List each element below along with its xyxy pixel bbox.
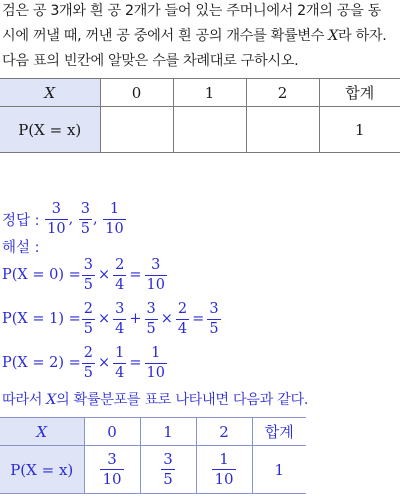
variable-x: X xyxy=(46,392,56,408)
fraction: $\frac{3}{10}$ xyxy=(146,257,165,293)
solution-conclusion: 따라서 X의 확률분포를 표로 나타내면 다음과 같다. xyxy=(2,392,308,408)
table1-header-0: 0 xyxy=(100,79,173,107)
answer-fraction-0: $\frac{3}{10}$ xyxy=(47,201,66,237)
answer-label: 정답 : xyxy=(2,212,40,229)
table1-header-1: 1 xyxy=(173,79,246,107)
table1-total: 1 xyxy=(319,107,400,153)
table1-row-label: P(X = x) xyxy=(0,107,100,153)
fraction: $\frac{2}{5}$ xyxy=(83,301,93,337)
table1-header-total: 합계 xyxy=(319,79,400,107)
variable-x: X xyxy=(328,28,338,44)
table1-header-2: 2 xyxy=(246,79,319,107)
table2-header-total: 합계 xyxy=(252,418,306,446)
fraction: $\frac{2}{5}$ xyxy=(83,345,93,381)
fraction: $\frac{2}{4}$ xyxy=(177,301,188,337)
problem-line-3: 다음 표의 빈칸에 알맞은 수를 차례대로 구하시오. xyxy=(2,53,299,69)
table2-header-1: 1 xyxy=(140,418,196,446)
fraction: $\frac{1}{4}$ xyxy=(115,345,125,381)
distribution-table-blank xyxy=(0,78,400,153)
fraction: $\frac{3}{5}$ xyxy=(83,257,93,293)
answer-fraction-1: $\frac{3}{5}$ xyxy=(80,201,91,237)
table2-header-x: X xyxy=(0,418,84,446)
answer-fraction-2: $\frac{1}{10}$ xyxy=(105,201,124,237)
solution-line-0: P(X = 0) = $\frac{3}{5}$ × $\frac{2}{4}$ = $\frac{3}{10}$ xyxy=(2,257,165,293)
fraction: $\frac{3}{5}$ xyxy=(146,301,156,337)
table1-header-x: X xyxy=(0,79,100,107)
fraction: $\frac{1}{10}$ xyxy=(146,345,165,381)
fraction: $\frac{2}{4}$ xyxy=(115,257,125,293)
table2-header-0: 0 xyxy=(84,418,140,446)
table1-blank-cell-1 xyxy=(173,107,246,153)
table2-row-label: P(X = x) xyxy=(0,446,84,494)
table2-header-2: 2 xyxy=(196,418,252,446)
solution-label: 해설 : xyxy=(2,240,40,256)
fraction: $\frac{3}{5}$ xyxy=(209,301,219,337)
distribution-table-answer xyxy=(0,417,306,494)
table1-blank-cell-0 xyxy=(100,107,173,153)
table2-total: 1 xyxy=(252,446,306,494)
table2-cell-2: $\frac{1}{10}$ xyxy=(196,446,252,494)
answer-line: 정답 : $\frac{3}{10}$ , $\frac{3}{5}$ , $\frac{1}{10}$ xyxy=(2,201,124,237)
solution-line-2: P(X = 2) = $\frac{2}{5}$ × $\frac{1}{4}$ = $\frac{1}{10}$ xyxy=(2,345,165,381)
problem-line-2: 시에 꺼낼 때, 꺼낸 공 중에서 흰 공의 개수를 확률변수 X라 하자. xyxy=(2,28,387,44)
problem-line-1: 검은 공 3개와 흰 공 2개가 들어 있는 주머니에서 2개의 공을 동 xyxy=(2,3,381,19)
fraction: $\frac{3}{4}$ xyxy=(115,301,125,337)
table1-blank-cell-2 xyxy=(246,107,319,153)
table2-cell-0: $\frac{3}{10}$ xyxy=(84,446,140,494)
solution-line-1: P(X = 1) = $\frac{2}{5}$ × $\frac{3}{4}$ + $\frac{3}{5}$ × $\frac{2}{4}$ = $\frac{3}{5}$ xyxy=(2,301,219,337)
table2-cell-1: $\frac{3}{5}$ xyxy=(140,446,196,494)
